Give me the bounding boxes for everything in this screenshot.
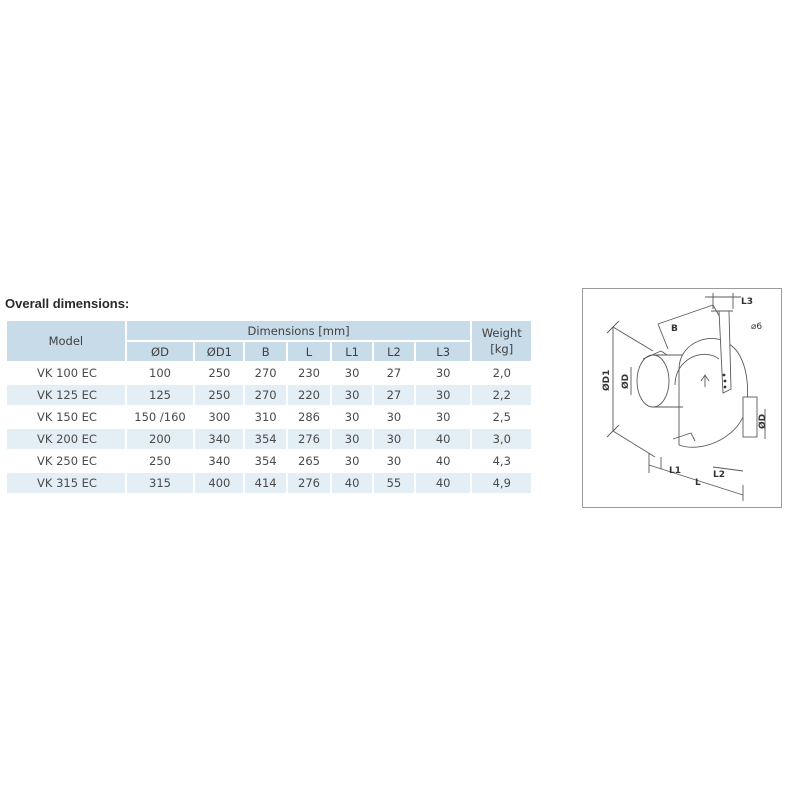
column-header: L xyxy=(288,342,330,361)
dimension-cell: 125 xyxy=(127,385,194,405)
label-d-inlet: ØD xyxy=(621,373,631,389)
dimension-cell: 30 xyxy=(374,429,414,449)
column-header: ØD1 xyxy=(195,342,243,361)
dimension-cell: 30 xyxy=(344,454,360,468)
dimension-cell: 286 xyxy=(298,410,320,424)
model-cell: VK 150 EC xyxy=(37,410,97,424)
dimension-cell: 30 xyxy=(344,366,360,380)
page-title: Overall dimensions: xyxy=(5,296,130,311)
column-header: L1 xyxy=(332,342,372,361)
label-l1: L1 xyxy=(669,466,681,476)
weight-cell: 2,2 xyxy=(472,385,531,405)
label-l2: L2 xyxy=(713,470,725,480)
label-d-outlet: ØD xyxy=(758,413,768,429)
label-hole-diameter: ⌀6 xyxy=(751,322,763,332)
dimension-cell: 265 xyxy=(298,454,320,468)
dimension-cell: 30 xyxy=(386,454,402,468)
dimension-cell: 30 xyxy=(386,410,402,424)
dimension-cell: 250 xyxy=(149,454,171,468)
model-cell: VK 200 EC xyxy=(7,429,125,449)
dimension-cell: 315 xyxy=(127,473,194,493)
dimension-cell: 30 xyxy=(332,429,372,449)
label-l: L xyxy=(695,478,701,488)
weight-cell: 4,9 xyxy=(472,473,531,493)
column-header: L3 xyxy=(416,342,471,361)
table-row xyxy=(7,473,531,493)
model-cell: VK 315 EC xyxy=(7,473,125,493)
dimension-cell: 400 xyxy=(195,473,243,493)
label-d1: ØD1 xyxy=(602,369,612,391)
dimension-cell: 354 xyxy=(245,429,285,449)
dimension-cell: 340 xyxy=(208,454,231,468)
dimension-cell: 200 xyxy=(127,429,194,449)
dimension-cell: 30 xyxy=(344,410,360,424)
table-row xyxy=(7,429,531,449)
dimension-cell: 30 xyxy=(435,410,451,424)
dimension-cell: 55 xyxy=(374,473,414,493)
dimension-cell: 270 xyxy=(245,385,285,405)
dimension-cell: 150 /160 xyxy=(134,410,186,424)
dimension-cell: 250 xyxy=(208,366,231,380)
table-row xyxy=(7,407,531,427)
model-cell: VK 250 EC xyxy=(37,454,97,468)
label-l3: L3 xyxy=(741,297,753,307)
fan-schematic xyxy=(583,289,781,507)
weight-cell: 2,0 xyxy=(492,366,511,380)
dimension-cell: 276 xyxy=(288,473,330,493)
weight-header: Weight [kg] xyxy=(472,321,531,361)
dimension-cell: 230 xyxy=(298,366,320,380)
dimension-cell: 40 xyxy=(416,429,471,449)
dimension-cell: 40 xyxy=(435,454,451,468)
table-row xyxy=(7,451,531,471)
dimensions-table xyxy=(5,319,533,495)
model-header: Model xyxy=(7,321,125,361)
dimension-cell: 40 xyxy=(332,473,372,493)
table-row xyxy=(7,363,531,383)
weight-cell: 3,0 xyxy=(472,429,531,449)
table-body xyxy=(7,363,531,493)
dimension-cell: 276 xyxy=(288,429,330,449)
column-header: L2 xyxy=(374,342,414,361)
dimension-cell: 100 xyxy=(149,366,171,380)
column-header: ØD xyxy=(127,342,194,361)
dimension-cell: 30 xyxy=(435,366,451,380)
dimension-cell: 40 xyxy=(416,473,471,493)
dimension-cell: 27 xyxy=(374,385,414,405)
dimension-cell: 414 xyxy=(245,473,285,493)
dimension-cell: 30 xyxy=(332,385,372,405)
weight-cell: 2,5 xyxy=(492,410,511,424)
model-cell: VK 125 EC xyxy=(7,385,125,405)
model-cell: VK 100 EC xyxy=(37,366,97,380)
dimension-cell: 270 xyxy=(254,366,277,380)
dimension-cell: 27 xyxy=(386,366,402,380)
dimension-cell: 354 xyxy=(254,454,277,468)
table-row xyxy=(7,385,531,405)
label-b: B xyxy=(671,324,678,334)
table-header xyxy=(7,321,531,361)
dimension-cell: 340 xyxy=(195,429,243,449)
weight-cell: 4,3 xyxy=(492,454,511,468)
dimension-cell: 300 xyxy=(208,410,231,424)
dimension-cell: 250 xyxy=(195,385,243,405)
fan-dimension-drawing xyxy=(582,288,782,508)
dimension-cell: 220 xyxy=(288,385,330,405)
column-header: B xyxy=(245,342,285,361)
dimension-cell: 310 xyxy=(254,410,277,424)
dimension-cell: 30 xyxy=(416,385,471,405)
dimensions-header: Dimensions [mm] xyxy=(127,321,471,340)
